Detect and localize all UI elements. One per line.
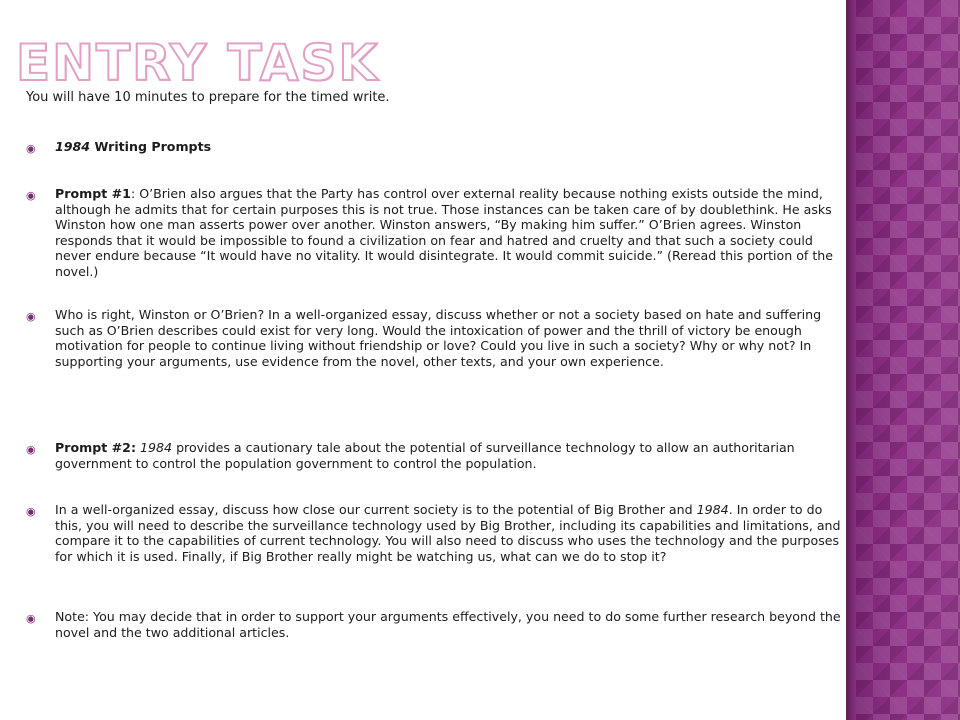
prompt-2-label: Prompt #2: bbox=[55, 440, 136, 455]
bullet-text bbox=[55, 440, 846, 471]
side-band-edge bbox=[846, 0, 856, 720]
book-title-italic: 1984 bbox=[696, 502, 729, 517]
prompt-1-label: Prompt #1 bbox=[55, 186, 131, 201]
prompt-2-question-a: In a well-organized essay, discuss how close our current society is to the potential of Big Brother and bbox=[55, 502, 697, 517]
prompt-2-text: provides a cautionary tale about the potential of surveillance technology to allow an authoritarian government to control the population government to control the population. bbox=[55, 440, 795, 471]
bullet-prompt-1 bbox=[26, 186, 846, 279]
bullet-text: Note: You may decide that in order to support your arguments effectively, you need to do some further research beyond the novel and the two additional articles. bbox=[55, 609, 841, 640]
bullet-text bbox=[55, 502, 846, 564]
intro-text: You will have 10 minutes to prepare for the timed write. bbox=[26, 90, 390, 105]
bullet-icon: ◉ bbox=[26, 189, 36, 202]
bullet-prompt-2 bbox=[26, 440, 846, 471]
bullet-icon: ◉ bbox=[26, 612, 36, 625]
bullet-writing-prompts bbox=[26, 139, 846, 155]
book-title-italic: 1984 bbox=[136, 440, 173, 455]
bullet-prompt-2-question bbox=[26, 502, 846, 564]
bullet-text: Who is right, Winston or O’Brien? In a well-organized essay, discuss whether or not a society based on hate and suffering such as O’Brien describes could exist for very long. Would the intoxication of power and the thrill of victory be enough motivation for people to continue living without friendship or love? Could you live in such a society? Why or why not? In supporting your arguments, use evidence from the novel, other texts, and your own experience. bbox=[55, 307, 822, 369]
bullet-icon: ◉ bbox=[26, 443, 36, 456]
bullet-icon: ◉ bbox=[26, 310, 36, 323]
prompt-1-text: : O’Brien also argues that the Party has control over external reality because nothing exists outside the mind, although he admits that for certain purposes this is not true. Those instances can be taken care of by doublethink. He asks Winston how one man asserts power over another. Winston answers, “By making him suffer.” O’Brien agrees. Winston responds that it would be impossible to found a civilization on fear and hatred and cruelty and that such a society could never endure because “It would have no vitality. It would disintegrate. It would commit suicide.” (Reread this portion of the novel.) bbox=[55, 186, 834, 279]
side-band-shade bbox=[856, 0, 960, 720]
bullet-note bbox=[26, 609, 846, 640]
writing-prompts-label: Writing Prompts bbox=[90, 139, 212, 154]
bullet-text bbox=[55, 139, 846, 155]
bullet-text bbox=[55, 186, 846, 279]
bullet-icon: ◉ bbox=[26, 142, 36, 155]
bullet-icon: ◉ bbox=[26, 505, 36, 518]
bullet-prompt-1-question bbox=[26, 307, 846, 369]
prompt-2-question-b: . In order to do this, you will need to describe the surveillance technology used by Big Brother, including its capabilities and limitations, and compare it to the capabilities of current technology. You will also need to discuss who uses the technology and the purposes for which it is used. Finally, if Big Brother really might be watching us, what can we do to stop it? bbox=[55, 502, 841, 564]
book-title-italic: 1984 bbox=[55, 139, 91, 154]
slide-title: ENTRY TASK bbox=[16, 34, 380, 92]
